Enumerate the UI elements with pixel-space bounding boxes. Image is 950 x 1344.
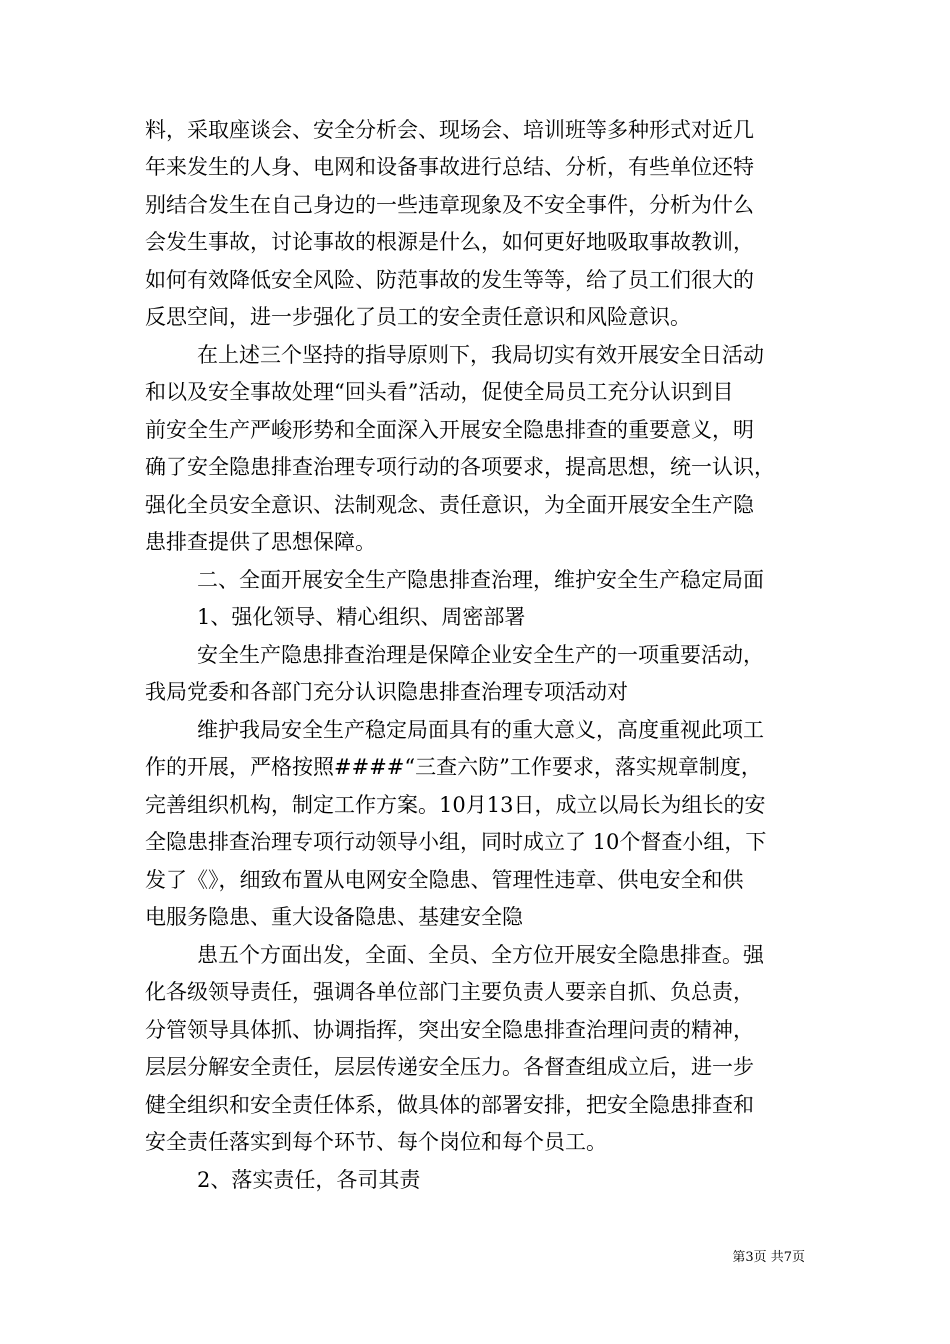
text-line-10: 确了安全隐患排查治理专项行动的各项要求，提高思想，统一认识， — [145, 455, 775, 479]
text-line-15: 安全生产隐患排查治理是保障企业安全生产的一项重要活动， — [197, 643, 764, 667]
text-line-19: 完善组织机构，制定工作方案。10月13日，成立以局长为组长的安 — [145, 793, 766, 817]
text-line-21: 发了《》，细致布置从电网安全隐患、管理性违章、供电安全和供 — [145, 868, 744, 892]
text-line-6: 反思空间，进一步强化了员工的安全责任意识和风险意识。 — [145, 305, 691, 329]
text-line-4: 会发生事故，讨论事故的根源是什么，如何更好地吸取事故教训， — [145, 230, 754, 254]
section-heading: 二、全面开展安全生产隐患排查治理，维护安全生产稳定局面 — [197, 568, 764, 592]
text-line-8: 和以及安全事故处理“回头看”活动，促使全局员工充分认识到目 — [145, 380, 734, 404]
subsection-heading-1: 1、强化领导、精心组织、周密部署 — [197, 605, 526, 629]
text-line-3: 别结合发生在自己身边的一些违章现象及不安全事件，分析为什么 — [145, 193, 754, 217]
text-line-27: 健全组织和安全责任体系，做具体的部署安排，把安全隐患排查和 — [145, 1093, 754, 1117]
text-line-23: 患五个方面出发，全面、全员、全方位开展安全隐患排查。强 — [197, 943, 764, 967]
text-line-11: 强化全员安全意识、法制观念、责任意识，为全面开展安全生产隐 — [145, 493, 754, 517]
text-line-5: 如何有效降低安全风险、防范事故的发生等等，给了员工们很大的 — [145, 268, 754, 292]
text-line-17: 维护我局安全生产稳定局面具有的重大意义，高度重视此项工 — [197, 718, 764, 742]
text-line-2: 年来发生的人身、电网和设备事故进行总结、分析，有些单位还特 — [145, 155, 754, 179]
text-line-22: 电服务隐患、重大设备隐患、基建安全隐 — [145, 905, 523, 929]
subsection-heading-2: 2、落实责任，各司其责 — [197, 1168, 421, 1192]
page-number-footer: 第3页 共7页 — [732, 1250, 805, 1265]
text-line-9: 前安全生产严峻形势和全面深入开展安全隐患排查的重要意义，明 — [145, 418, 754, 442]
text-line-20: 全隐患排查治理专项行动领导小组，同时成立了 10个督查小组，下 — [145, 830, 767, 854]
text-line-7: 在上述三个坚持的指导原则下，我局切实有效开展安全日活动 — [197, 343, 764, 367]
text-line-28: 安全责任落实到每个环节、每个岗位和每个员工。 — [145, 1130, 607, 1154]
text-line-16: 我局党委和各部门充分认识隐患排查治理专项活动对 — [145, 680, 628, 704]
text-line-12: 患排查提供了思想保障。 — [145, 530, 376, 554]
text-line-24: 化各级领导责任，强调各单位部门主要负责人要亲自抓、负总责， — [145, 980, 754, 1004]
text-line-26: 层层分解安全责任，层层传递安全压力。各督查组成立后，进一步 — [145, 1055, 754, 1079]
text-line-18: 作的开展，严格按照####“三查六防”工作要求，落实规章制度， — [145, 755, 762, 779]
text-line-1: 料，采取座谈会、安全分析会、现场会、培训班等多种形式对近几 — [145, 118, 754, 142]
text-line-25: 分管领导具体抓、协调指挥，突出安全隐患排查治理问责的精神， — [145, 1018, 754, 1042]
